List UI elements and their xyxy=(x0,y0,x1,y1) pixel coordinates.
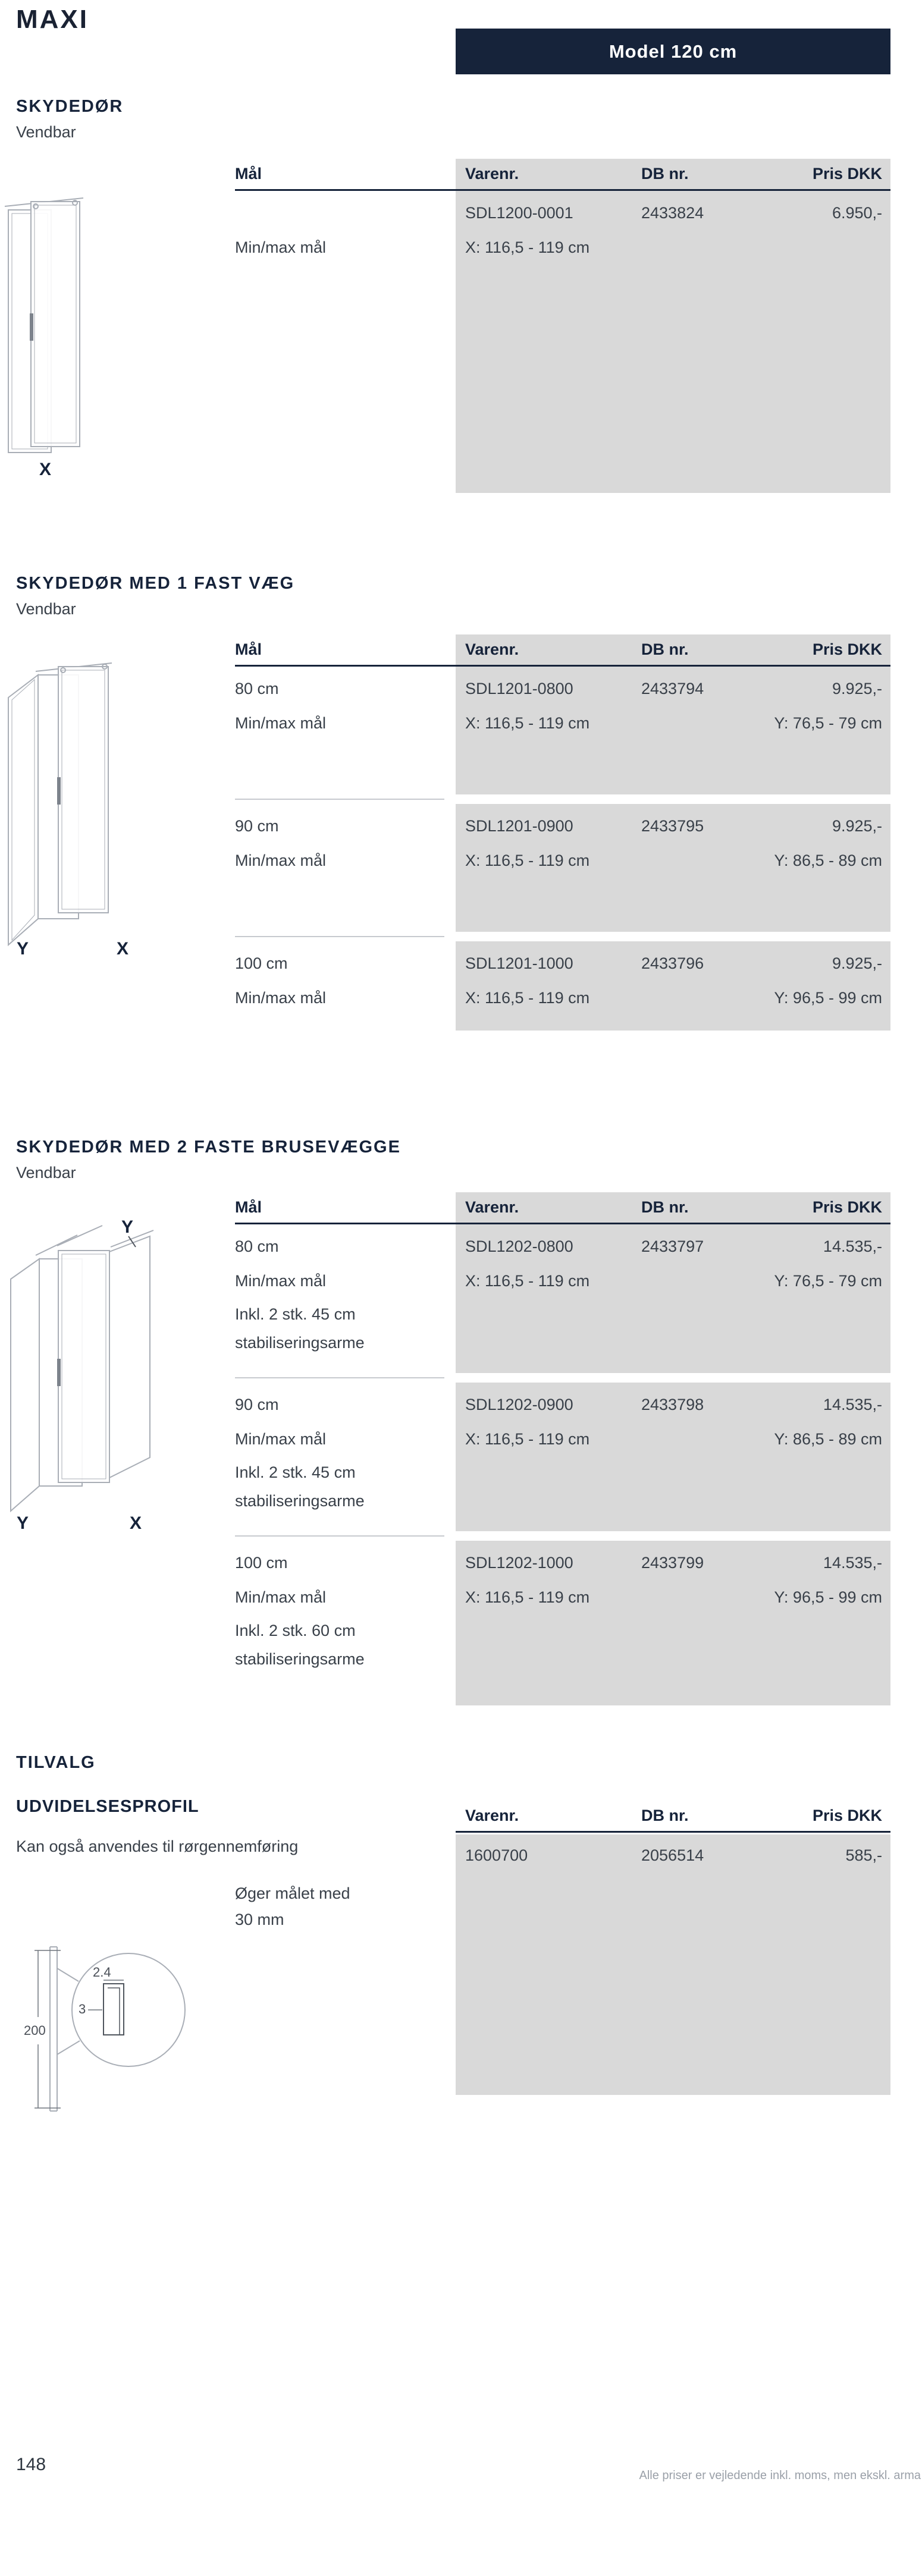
model-banner xyxy=(456,29,890,74)
axis-label-x: X xyxy=(130,1513,142,1533)
y-range-value: Y: 96,5 - 99 cm xyxy=(774,988,882,1007)
minmax-values-row xyxy=(456,230,890,265)
pris-value: 9.925,- xyxy=(832,816,882,835)
group-divider xyxy=(235,932,890,941)
row-values-panel xyxy=(456,1224,890,1373)
table-row-group xyxy=(235,1541,890,1705)
size-label: 90 cm xyxy=(235,816,279,835)
dbnr-value: 2433799 xyxy=(641,1553,704,1572)
divider-line xyxy=(235,799,444,804)
minmax-values-row xyxy=(456,843,890,878)
row-values-panel xyxy=(456,941,890,1031)
included-note: stabiliseringsarme xyxy=(235,1492,365,1510)
axis-label-x: X xyxy=(117,939,129,959)
row-values-panel xyxy=(456,1383,890,1531)
price-table xyxy=(235,1192,890,1705)
size-label: 90 cm xyxy=(235,1395,279,1413)
minmax-label: Min/max mål xyxy=(235,1430,327,1448)
values-row xyxy=(456,671,890,706)
table-row-group xyxy=(235,191,890,493)
varenr-value: SDL1202-0900 xyxy=(465,1395,573,1413)
price-table xyxy=(235,159,890,493)
minmax-label: Min/max mål xyxy=(235,851,327,869)
table-header-panel xyxy=(456,634,890,665)
col-header-varenr: Varenr. xyxy=(465,1198,519,1216)
dbnr-value: 2433795 xyxy=(641,816,704,835)
axis-label-x: X xyxy=(39,460,52,477)
included-note: stabiliseringsarme xyxy=(235,1650,365,1669)
page-title: MAXI xyxy=(16,5,89,34)
section-title: SKYDEDØR MED 2 FASTE BRUSEVÆGGE xyxy=(16,1138,401,1157)
tilvalg-values-panel xyxy=(456,1834,890,2095)
section-title: SKYDEDØR xyxy=(16,97,124,116)
axis-label-y: Y xyxy=(17,939,29,959)
tilvalg-description: Kan også anvendes til rørgennemføring xyxy=(16,1837,299,1855)
profile-line-art xyxy=(50,1947,185,2111)
col-header-pris: Pris DKK xyxy=(812,165,882,183)
y-range-value: Y: 96,5 - 99 cm xyxy=(774,1588,882,1606)
row-size-column xyxy=(235,941,456,1031)
row-size-column xyxy=(235,1383,456,1531)
row-values-panel xyxy=(456,667,890,794)
y-range-value: Y: 76,5 - 79 cm xyxy=(774,1271,882,1290)
minmax-label: Min/max mål xyxy=(235,1588,327,1606)
col-header-dbnr: DB nr. xyxy=(641,1198,689,1216)
section-title: SKYDEDØR MED 1 FAST VÆG xyxy=(16,574,295,593)
size-label: 100 cm xyxy=(235,954,288,972)
values-row xyxy=(456,1838,890,1873)
table-row-group xyxy=(235,941,890,1031)
x-range-value: X: 116,5 - 119 cm xyxy=(465,988,590,1007)
row-size-column xyxy=(235,191,456,493)
sliding-door-illustration xyxy=(0,180,125,477)
values-row xyxy=(456,196,890,230)
door-handle-icon xyxy=(30,313,33,341)
door-with-wall-illustration xyxy=(0,640,149,962)
dbnr-value: 2433824 xyxy=(641,203,704,222)
axis-label-y-top: Y xyxy=(121,1217,134,1237)
model-banner-label: Model 120 cm xyxy=(609,40,738,62)
x-range-value: X: 116,5 - 119 cm xyxy=(465,1588,590,1606)
dbnr-value: 2056514 xyxy=(641,1846,704,1864)
values-row xyxy=(456,1545,890,1580)
x-range-value: X: 116,5 - 119 cm xyxy=(465,238,590,256)
table-header-row xyxy=(235,1192,890,1224)
page-number: 148 xyxy=(16,2455,46,2474)
tilvalg-note xyxy=(235,1880,350,1933)
table-header-panel xyxy=(456,1192,890,1223)
varenr-value: SDL1202-0800 xyxy=(465,1237,573,1255)
col-header-dbnr: DB nr. xyxy=(641,165,689,183)
section-skydedoer-1-fast-vaeg xyxy=(0,574,922,1097)
y-range-value: Y: 86,5 - 89 cm xyxy=(774,1430,882,1448)
values-row xyxy=(456,946,890,981)
included-note: stabiliseringsarme xyxy=(235,1334,365,1352)
pris-value: 9.925,- xyxy=(832,679,882,698)
col-header-dbnr: DB nr. xyxy=(641,1807,689,1824)
section-skydedoer xyxy=(0,97,922,549)
profile-diagram xyxy=(4,1927,200,2123)
size-label: 100 cm xyxy=(235,1553,288,1572)
profile-cross-section xyxy=(104,1984,124,2035)
divider-line xyxy=(235,1377,444,1383)
varenr-value: SDL1201-0900 xyxy=(465,816,573,835)
door-handle-icon xyxy=(57,1359,61,1386)
size-label: 80 cm xyxy=(235,1237,279,1255)
minmax-label: Min/max mål xyxy=(235,1271,327,1290)
dbnr-value: 2433797 xyxy=(641,1237,704,1255)
x-range-value: X: 116,5 - 119 cm xyxy=(465,714,590,732)
varenr-value: SDL1200-0001 xyxy=(465,203,573,222)
minmax-values-row xyxy=(456,981,890,1015)
values-row xyxy=(456,1229,890,1264)
col-header-maal: Mål xyxy=(235,1198,262,1216)
table-row-group xyxy=(235,1383,890,1531)
col-header-pris: Pris DKK xyxy=(812,1807,882,1824)
row-values-panel xyxy=(456,804,890,932)
included-note: Inkl. 2 stk. 60 cm xyxy=(235,1622,356,1640)
y-range-value: Y: 76,5 - 79 cm xyxy=(774,714,882,732)
varenr-value: SDL1202-1000 xyxy=(465,1553,573,1572)
y-range-value: Y: 86,5 - 89 cm xyxy=(774,851,882,869)
table-body xyxy=(235,191,890,493)
col-header-pris: Pris DKK xyxy=(812,640,882,658)
col-header-pris: Pris DKK xyxy=(812,1198,882,1216)
price-table xyxy=(235,634,890,1031)
included-note: Inkl. 2 stk. 45 cm xyxy=(235,1305,356,1324)
dbnr-value: 2433798 xyxy=(641,1395,704,1413)
dbnr-value: 2433796 xyxy=(641,954,704,972)
minmax-label: Min/max mål xyxy=(235,714,327,732)
pris-value: 585,- xyxy=(845,1846,882,1864)
tilvalg-note-line2: 30 mm xyxy=(235,1911,284,1928)
table-header-panel xyxy=(456,159,890,189)
size-label xyxy=(235,196,456,230)
x-range-value: X: 116,5 - 119 cm xyxy=(465,851,590,869)
col-header-varenr: Varenr. xyxy=(465,1807,519,1824)
values-row xyxy=(456,809,890,843)
tilvalg-note-line1: Øger målet med xyxy=(235,1884,350,1902)
pris-value: 9.925,- xyxy=(832,954,882,972)
minmax-values-row xyxy=(456,1422,890,1456)
values-row xyxy=(456,1387,890,1422)
dim-label-length: 200 xyxy=(24,2023,46,2038)
divider-line xyxy=(235,1535,444,1541)
size-label: 80 cm xyxy=(235,679,279,698)
group-divider xyxy=(235,1531,890,1541)
group-divider xyxy=(235,1373,890,1383)
section-subtitle: Vendbar xyxy=(16,1164,76,1182)
col-header-maal: Mål xyxy=(235,165,262,183)
row-size-column xyxy=(235,1224,456,1373)
enclosure-illustration xyxy=(0,1209,178,1542)
included-note: Inkl. 2 stk. 45 cm xyxy=(235,1463,356,1482)
table-row-group xyxy=(235,1224,890,1373)
table-row-group xyxy=(235,804,890,932)
section-subtitle: Vendbar xyxy=(16,123,76,141)
footer-note: Alle priser er vejledende inkl. moms, men ekskl. arma xyxy=(639,2469,921,2482)
col-header-dbnr: DB nr. xyxy=(641,640,689,658)
group-divider xyxy=(235,794,890,804)
x-range-value: X: 116,5 - 119 cm xyxy=(465,1430,590,1448)
dim-label-depth: 2.4 xyxy=(93,1965,111,1980)
dbnr-value: 2433794 xyxy=(641,679,704,698)
varenr-value: SDL1201-1000 xyxy=(465,954,573,972)
col-header-varenr: Varenr. xyxy=(465,640,519,658)
col-header-varenr: Varenr. xyxy=(465,165,519,183)
door-handle-icon xyxy=(57,777,61,805)
table-body xyxy=(235,667,890,1031)
pris-value: 6.950,- xyxy=(832,203,882,222)
table-body xyxy=(235,1224,890,1705)
pris-value: 14.535,- xyxy=(823,1553,882,1572)
dim-label-width: 3 xyxy=(79,2002,86,2016)
section-skydedoer-2-brusevaegge xyxy=(0,1138,922,1732)
table-header-row xyxy=(235,634,890,667)
minmax-label: Min/max mål xyxy=(235,988,327,1007)
table-header-panel xyxy=(456,1801,890,1833)
pris-value: 14.535,- xyxy=(823,1237,882,1255)
section-tilvalg xyxy=(0,1748,922,2200)
row-size-column xyxy=(235,1541,456,1705)
door-line-art xyxy=(5,198,83,453)
minmax-label: Min/max mål xyxy=(235,238,327,256)
table-row-group xyxy=(235,667,890,794)
divider-line xyxy=(235,936,444,941)
section-subtitle: Vendbar xyxy=(16,600,76,618)
row-values-panel xyxy=(456,1541,890,1705)
table-header-row xyxy=(235,159,890,191)
x-range-value: X: 116,5 - 119 cm xyxy=(465,1271,590,1290)
minmax-values-row xyxy=(456,706,890,740)
row-values-panel xyxy=(456,191,890,493)
axis-label-y: Y xyxy=(17,1513,29,1533)
row-size-column xyxy=(235,667,456,794)
tilvalg-title: TILVALG xyxy=(16,1753,96,1772)
row-size-column xyxy=(235,804,456,932)
varenr-value: 1600700 xyxy=(465,1846,528,1864)
tilvalg-product-title: UDVIDELSESPROFIL xyxy=(16,1797,199,1816)
col-header-maal: Mål xyxy=(235,640,262,658)
minmax-values-row xyxy=(456,1264,890,1298)
varenr-value: SDL1201-0800 xyxy=(465,679,573,698)
door-line-art xyxy=(11,1226,153,1511)
pris-value: 14.535,- xyxy=(823,1395,882,1413)
minmax-values-row xyxy=(456,1580,890,1614)
